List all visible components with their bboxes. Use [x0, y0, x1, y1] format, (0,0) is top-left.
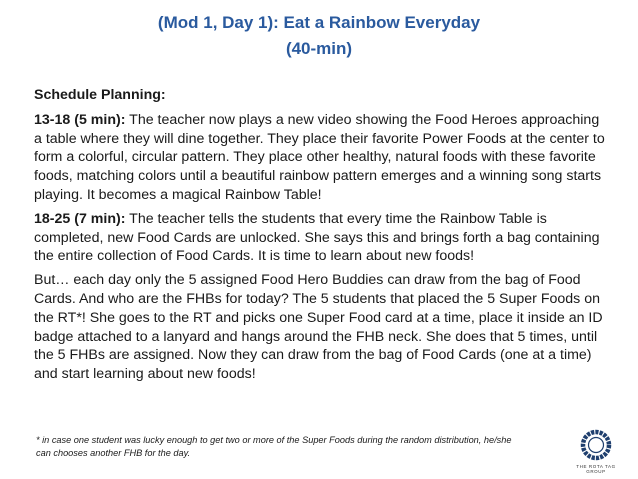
paragraph-text-18-25: The teacher tells the students that every time the Rainbow Table is completed, new Food Cards are unlocked. She says this and brings forth a bag containing the entire collection of Food Cards. It is time to learn about new foods! — [34, 210, 600, 265]
time-label-18-25: 18-25 (7 min): — [34, 210, 126, 227]
paragraph-text-13-18: The teacher now plays a new video showing the Food Heroes approaching a table where they will dine together. They place their favorite Power Foods at the center to form a colorful, circular pattern. They place other healthy, natural foods with these favorite foods, matching colors until a beautiful rainbow pattern emerges and a winning song starts playing. It becomes a magical Rainbow Table! — [34, 111, 605, 203]
footnote-line-2: can chooses another FHB for the day. — [36, 447, 191, 458]
paragraph-fhb — [34, 271, 606, 384]
schedule-content — [34, 86, 606, 389]
paragraph-text-fhb: But… each day only the 5 assigned Food Hero Buddies can draw from the bag of Food Cards. And who are the FHBs for today? The 5 students that placed the 5 Super Foods on the RT*! She goes to the RT and picks one Super Food card at a time, place it inside an ID badge attached to a lanyard and hangs around the FHB neck. She does that 5 times, until the 5 FHBs are assigned. Now they can draw from the bag of Food Cards (one at a time) and start learning about new foods! — [34, 272, 603, 383]
paragraph-18-25 — [34, 210, 606, 266]
page-title — [0, 10, 638, 62]
logo-text: THE ROTA TAG GROUP — [576, 464, 616, 474]
title-line-2: (40-min) — [285, 39, 353, 58]
paragraph-13-18 — [34, 111, 606, 205]
time-label-13-18: 13-18 (5 min): — [34, 111, 126, 128]
footnote-line-1: * in case one student was lucky enough to get two or more of the Super Foods during the random distribution, he/she — [36, 435, 512, 445]
ring-logo-icon — [566, 428, 626, 464]
schedule-heading: Schedule Planning: — [34, 87, 166, 103]
footnote — [36, 434, 596, 459]
title-line-1: (Mod 1, Day 1): Eat a Rainbow Everyday — [157, 13, 481, 32]
company-logo — [566, 428, 626, 476]
